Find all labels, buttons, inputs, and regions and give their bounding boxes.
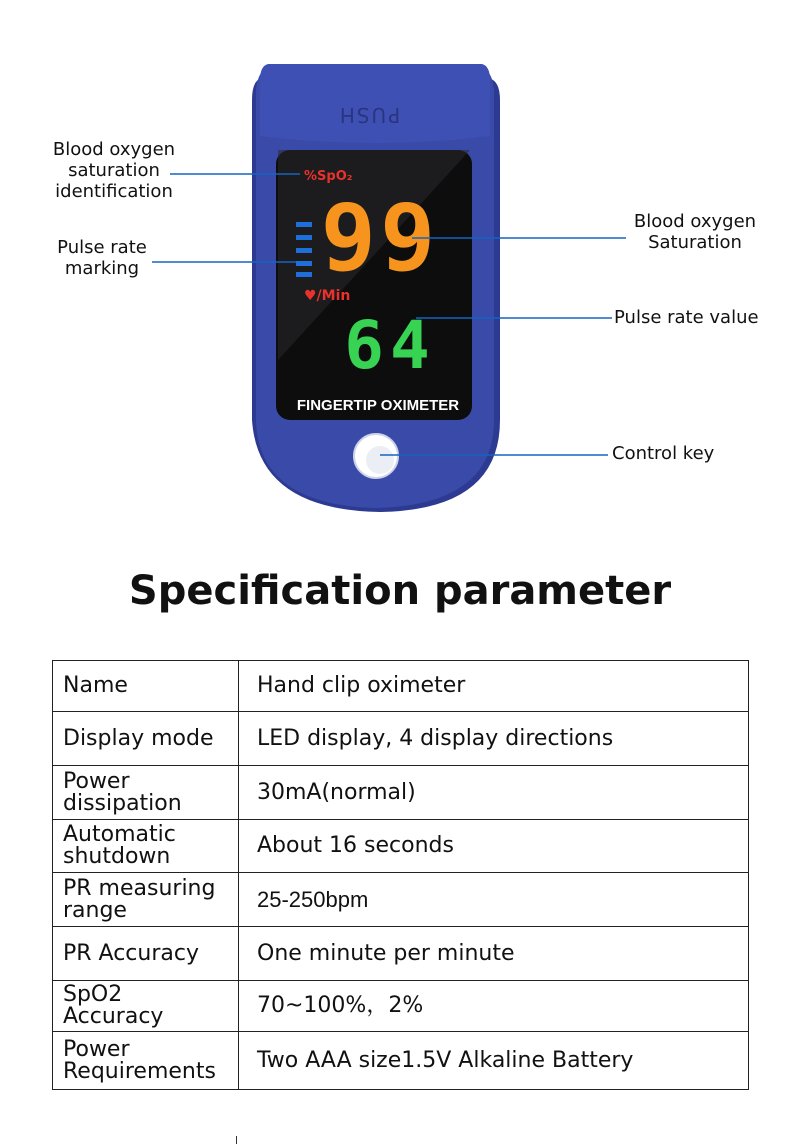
callout-line-3: identification <box>55 181 173 202</box>
spec-table <box>52 660 749 1090</box>
table-row <box>53 1032 749 1090</box>
callout-line-2: Saturation <box>648 232 742 253</box>
table-row <box>53 661 749 712</box>
table-row <box>53 712 749 766</box>
table-row <box>53 927 749 981</box>
callout-control-key: Control key <box>612 443 715 464</box>
spec-name: Power dissipation <box>53 766 239 820</box>
spec-value: One minute per minute <box>239 927 749 981</box>
spec-value: Hand clip oximeter <box>239 661 749 712</box>
control-key-shadow <box>366 446 394 474</box>
spo2-value: 99 <box>320 185 440 292</box>
spec-name: Name <box>53 661 239 712</box>
spec-name: SpO2 Accuracy <box>53 981 239 1032</box>
spec-name: Display mode <box>53 712 239 766</box>
callout-pulse-value: Pulse rate value <box>614 307 759 328</box>
brand-text: FINGERTIP OXIMETER <box>296 397 460 414</box>
pulse-symbol: ♥/Min <box>304 288 351 304</box>
callout-line-2: saturation <box>68 160 160 181</box>
spec-value: Two AAA size1.5V Alkaline Battery <box>239 1032 749 1090</box>
spec-name: PR measuring range <box>53 873 239 927</box>
spec-value: 25-250bpm <box>239 873 749 927</box>
push-label: PUSH <box>337 103 401 127</box>
spec-value: 70~100%，2% <box>239 981 749 1032</box>
pulse-value: 64 <box>344 307 436 384</box>
spec-name: Automatic shutdown <box>53 820 239 873</box>
table-row <box>53 820 749 873</box>
spec-value: About 16 seconds <box>239 820 749 873</box>
table-row <box>53 873 749 927</box>
callout-spo2-saturation <box>620 211 770 253</box>
divider-mark <box>236 1136 237 1144</box>
table-row <box>53 766 749 820</box>
spo2-symbol: %SpO₂ <box>304 169 353 184</box>
spec-value: 30mA(normal) <box>239 766 749 820</box>
table-row <box>53 981 749 1032</box>
callout-pulse-marking <box>40 237 164 279</box>
callout-line-2: marking <box>64 258 140 279</box>
callout-line-1: Blood oxygen <box>633 211 757 232</box>
spec-name: Power Requirements <box>53 1032 239 1090</box>
callout-line-1: Blood oxygen <box>52 139 176 160</box>
spec-name: PR Accuracy <box>53 927 239 981</box>
spec-heading: Specification parameter <box>128 568 672 614</box>
callout-spo2-identification <box>38 139 190 202</box>
spec-value: LED display, 4 display directions <box>239 712 749 766</box>
callout-line-1: Pulse rate <box>57 237 147 258</box>
